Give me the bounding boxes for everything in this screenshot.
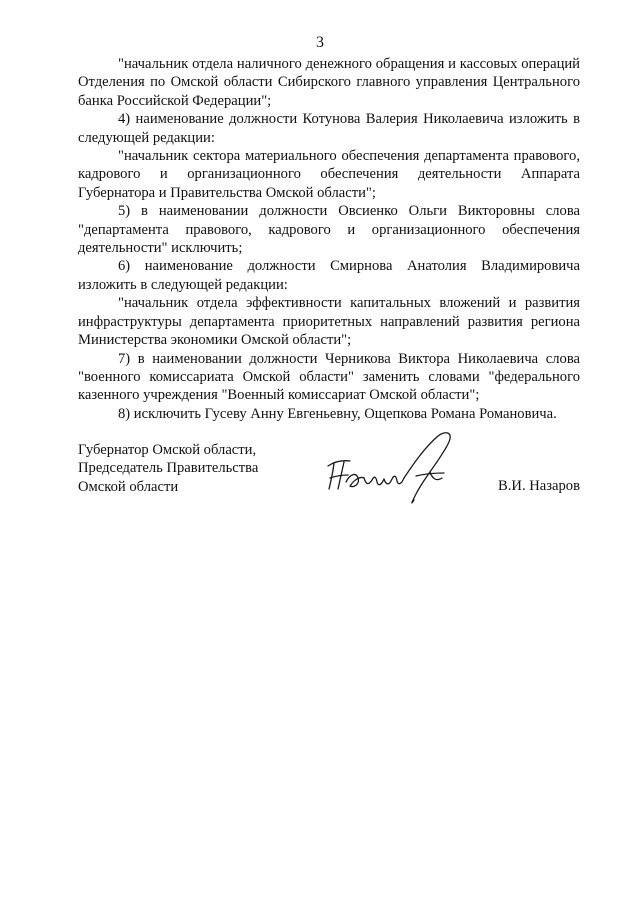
document-body bbox=[78, 55, 580, 423]
paragraph-5: 6) наименование должности Смирнова Анатолия Владимировича изложить в следующей редакции: bbox=[78, 258, 580, 293]
paragraph-6: "начальник отдела эффективности капитальных вложений и развития инфраструктуры департамента приоритетных направлений развития региона Министерства экономики Омской области"; bbox=[78, 295, 580, 349]
paragraph-4: 5) в наименовании должности Овсиенко Ольги Викторовны слова "департамента правового, кадрового и организационного обеспечения деятельности" исключить; bbox=[78, 203, 580, 257]
signatory-title bbox=[78, 441, 308, 496]
paragraph-3: "начальник сектора материального обеспечения департамента правового, кадрового и организационного обеспечения деятельности Аппарата Губернатора и Правительства Омской области"; bbox=[78, 148, 580, 201]
signatory-name: В.И. Назаров bbox=[498, 478, 580, 494]
paragraph-2: 4) наименование должности Котунова Валерия Николаевича изложить в следующей редакции: bbox=[78, 111, 580, 146]
signatory-title-line-3: Омской области bbox=[78, 478, 179, 495]
paragraph-7: 7) в наименовании должности Черникова Виктора Николаевича слова "военного комиссариата Омской области" заменить словами "федерального казенного учреждения "Военный комиссариат Омской области"; bbox=[78, 350, 580, 404]
page-number: 3 bbox=[316, 34, 324, 51]
paragraph-1: "начальник отдела наличного денежного обращения и кассовых операций Отделения по Омской области Сибирского главного управления Центрального банка Российской Федерации"; bbox=[78, 56, 580, 109]
signatory-title-line-1: Губернатор Омской области, bbox=[78, 442, 257, 458]
signatory-title-line-2: Председатель Правительства bbox=[78, 460, 259, 477]
handwritten-signature bbox=[320, 426, 470, 511]
paragraph-8: 8) исключить Гусеву Анну Евгеньевну, Ощепкова Романа Романовича. bbox=[118, 405, 557, 422]
